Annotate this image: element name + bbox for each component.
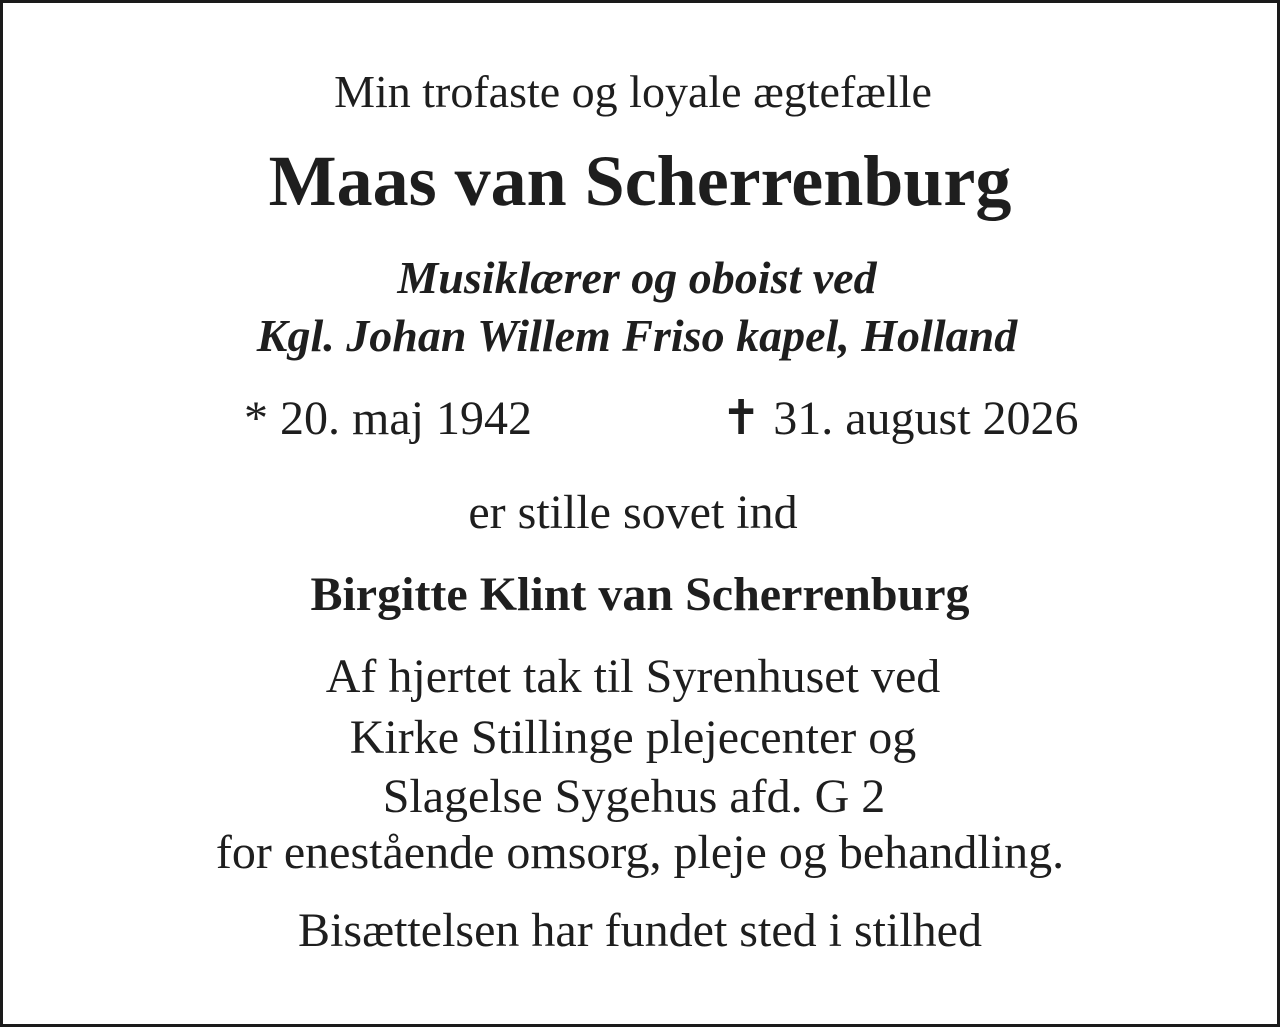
birth-date: * 20. maj 1942 (244, 392, 532, 445)
passing-text: er stille sovet ind (468, 486, 798, 539)
thanks-line: Slagelse Sygehus afd. G 2 (382, 770, 886, 823)
dates-row (3, 392, 1277, 451)
occupation-line: Kgl. Johan Willem Friso kapel, Holland (256, 310, 1018, 361)
thanks-line: Af hjertet tak til Syrenhuset ved (325, 650, 941, 703)
signer-name: Birgitte Klint van Scherrenburg (310, 568, 970, 621)
deceased-name: Maas van Scherrenburg (268, 141, 1012, 221)
death-date: ✝ 31. august 2026 (721, 392, 1079, 445)
thanks-line: Kirke Stillinge plejecenter og (349, 711, 917, 764)
thanks-line: for enestående omsorg, pleje og behandling. (215, 826, 1065, 879)
funeral-note: Bisættelsen har fundet sted i stilhed (298, 904, 982, 957)
intro-text: Min trofaste og loyale ægtefælle (334, 66, 932, 117)
occupation-line: Musiklærer og oboist ved (397, 252, 877, 303)
